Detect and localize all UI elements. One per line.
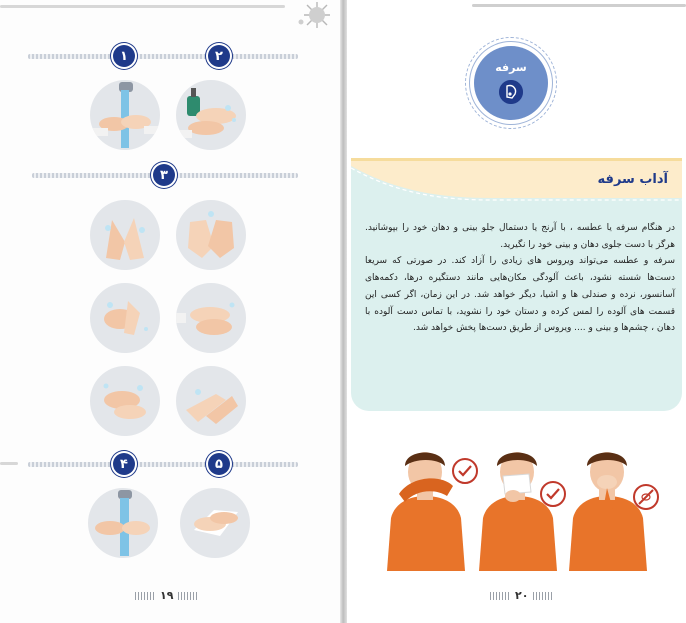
page-number-ticks <box>533 592 553 600</box>
page-number-text: ۱۹ <box>160 589 174 602</box>
paragraph-2: سرفه و عطسه می‌تواند ویروس های زیادی را آزاد کند. در صورتی که سریعا دست‌ها شسته نشود، باعث آلودگی مکان‌هایی مانند دستگیره درها، دکمه‌های آسانسور، نرده و صندلی ها و اشیا، دیگر خواهد شد. در این زمان، اگر کسی این قسمت های آلوده را لمس کرده و دستان خود را نشوید، با تماس دست آلوده با دهان ، چشم‌ها و بینی و .... ویروس از طریق دست‌ها پخش خواهد شد. <box>365 256 675 334</box>
info-box-body <box>365 220 675 337</box>
step-badge-3: ۳ <box>153 164 175 186</box>
step-badge-1: ۱ <box>113 45 135 67</box>
info-box <box>351 158 682 411</box>
topic-badge <box>474 46 548 120</box>
page-number-ticks <box>178 592 198 600</box>
scrubbing-hands-icon <box>90 283 160 353</box>
scrubbing-hands-icon <box>90 366 160 436</box>
step-badge-2: ۲ <box>208 45 230 67</box>
virus-icon <box>297 0 337 30</box>
drying-hands-icon <box>180 488 250 558</box>
page-number-ticks <box>135 592 155 600</box>
coughing-face-icon <box>499 80 523 104</box>
top-rule <box>472 4 686 7</box>
divider-rule <box>0 462 18 465</box>
rinsing-hands-icon <box>88 488 158 558</box>
step-badge-4: ۴ <box>113 453 135 475</box>
page-number-ticks <box>490 592 510 600</box>
top-rule <box>0 5 285 8</box>
step-badge-5: ۵ <box>208 453 230 475</box>
divider-rule <box>28 54 298 59</box>
right-page <box>347 0 686 623</box>
page-number <box>490 589 553 602</box>
scrubbing-hands-icon <box>90 200 160 270</box>
section-title: آداب سرفه <box>597 172 668 187</box>
page-number <box>135 589 198 602</box>
page-number-text: ۲۰ <box>515 589 529 602</box>
book-gutter <box>340 0 347 623</box>
scrubbing-hands-icon <box>176 366 246 436</box>
left-page <box>0 0 340 623</box>
topic-badge-title: سرفه <box>495 61 527 74</box>
paragraph-1: در هنگام سرفه یا عطسه ، با آرنج یا دستمال جلو بینی و دهان خود را بپوشانید. هرگز با دست جلوی دهان و بینی خود را نگیرید. <box>365 223 675 250</box>
info-box-header-curve <box>351 158 682 218</box>
scrubbing-hands-icon <box>176 283 246 353</box>
washing-hands-under-tap-icon <box>90 80 160 150</box>
scrubbing-hands-icon <box>176 200 246 270</box>
soap-dispenser-icon <box>176 80 246 150</box>
divider-rule <box>28 462 298 467</box>
prohibited-icon <box>633 484 659 510</box>
